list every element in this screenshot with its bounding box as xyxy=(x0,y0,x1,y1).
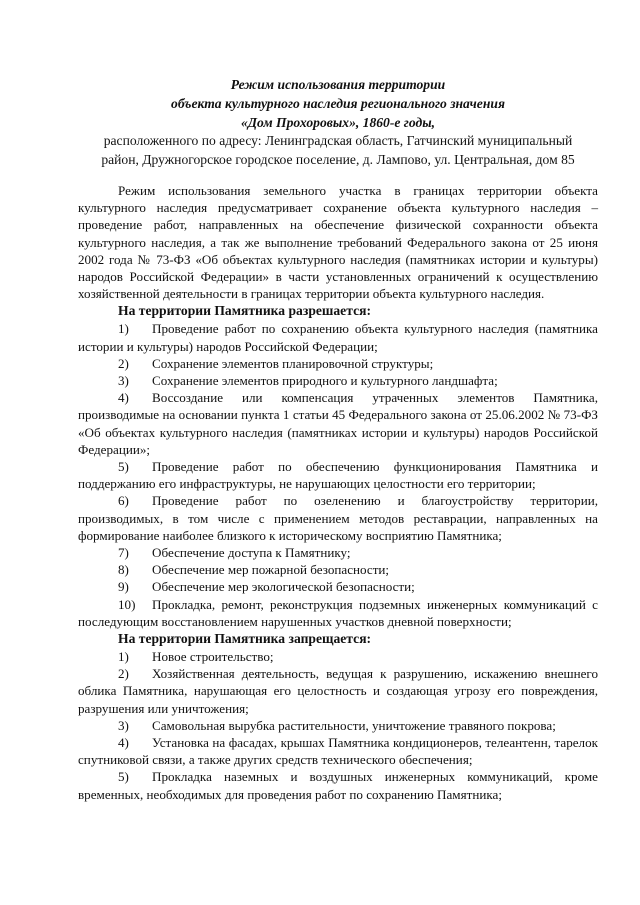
allowed-heading: На территории Памятника разрешается: xyxy=(118,303,371,319)
list-item-number: 4) xyxy=(118,390,129,406)
intro-paragraph: Режим использования земельного участка в границах территории объекта культурного наследия предусматривает сохранение объекта культурного наследия – проведение работ, направленных на обеспечение физической сохранности объекта культурного наследия, а так же выполнение требований Федерального закона от 25 июня 2002 года № 73-ФЗ «Об объектах культурного наследия (памятниках истории и культуры) народов Российской Федерации» в части установленных ограничений к осуществлению хозяйственной деятельности в границах территории объекта культурного наследия. xyxy=(78,182,598,302)
list-item-text: Хозяйственная деятельность, ведущая к разрушению, искажению внешнего облика Памятника, нарушающая его целостность и создающая угрозу его повреждения, разрушения или уничтожения; xyxy=(78,666,598,716)
list-item-number: 1) xyxy=(118,321,129,337)
list-item-text: Обеспечение мер пожарной безопасности; xyxy=(152,562,390,578)
list-item-number: 2) xyxy=(118,666,129,682)
forbidden-heading: На территории Памятника запрещается: xyxy=(118,631,372,647)
list-item-number: 9) xyxy=(118,579,129,595)
list-item-text: Самовольная вырубка растительности, уничтожение травяного покрова; xyxy=(152,717,556,733)
title-line-2: объекта культурного наследия регионального значения xyxy=(171,95,505,111)
list-item xyxy=(78,734,598,768)
spacer xyxy=(78,170,598,182)
list-item xyxy=(78,320,598,354)
list-item xyxy=(78,544,598,561)
list-item xyxy=(78,492,598,544)
list-item-text: Новое строительство; xyxy=(152,649,274,665)
list-item-number: 4) xyxy=(118,735,129,751)
list-item-number: 6) xyxy=(118,493,129,509)
list-item-text: Прокладка, ремонт, реконструкция подземных инженерных коммуникаций с последующим восстановлением нарушенных участков дневной поверхности; xyxy=(78,596,598,629)
list-item-number: 10) xyxy=(118,596,136,612)
list-item xyxy=(78,648,598,665)
allowed-list xyxy=(78,320,598,630)
address-line-2: район, Дружногорское городское поселение, д. Лампово, ул. Центральная, дом 85 xyxy=(101,152,575,168)
list-item-text: Обеспечение доступа к Памятнику; xyxy=(152,545,351,561)
list-item-text: Проведение работ по озеленению и благоустройству территории, производимых, в том числе с применением методов реставрации, направленных на формирование наиболее близкого к историческому восприятию Памятника; xyxy=(78,493,598,543)
list-item-text: Сохранение элементов природного и культурного ландшафта; xyxy=(152,373,498,389)
list-item-number: 1) xyxy=(118,649,129,665)
list-item-number: 5) xyxy=(118,459,129,475)
list-item-text: Установка на фасадах, крышах Памятника кондиционеров, телеантенн, тарелок спутниковой связи, а также других средств технического обеспечения; xyxy=(78,735,598,768)
list-item-text: Сохранение элементов планировочной структуры; xyxy=(152,355,434,371)
list-item xyxy=(78,458,598,492)
list-item-text: Проведение работ по сохранению объекта культурного наследия (памятника истории и культуры) народов Российской Федерации; xyxy=(78,321,598,354)
list-item-number: 3) xyxy=(118,373,129,389)
list-item xyxy=(78,355,598,372)
list-item xyxy=(78,578,598,595)
list-item xyxy=(78,372,598,389)
list-item-text: Проведение работ по обеспечению функционирования Памятника и поддержанию его инфраструктуры, не нарушающих целостности его территории; xyxy=(78,459,598,492)
forbidden-list xyxy=(78,648,598,803)
list-item xyxy=(78,768,598,802)
list-item xyxy=(78,717,598,734)
list-item xyxy=(78,389,598,458)
list-item xyxy=(78,596,598,630)
list-item-text: Воссоздание или компенсация утраченных элементов Памятника, производимые на основании пункта 1 статьи 45 Федерального закона от 25.06.2002 № 73-ФЗ «Об объектах культурного наследия (памятниках истории и культуры) народов Российской Федерации»; xyxy=(78,390,598,457)
list-item-number: 8) xyxy=(118,562,129,578)
list-item-number: 7) xyxy=(118,545,129,561)
list-item xyxy=(78,561,598,578)
title-line-1: Режим использования территории xyxy=(230,77,446,92)
list-item-number: 3) xyxy=(118,717,129,733)
list-item-text: Обеспечение мер экологической безопасности; xyxy=(152,579,415,595)
title-line-3: «Дом Прохоровых», 1860-е годы, xyxy=(240,114,436,130)
list-item-number: 2) xyxy=(118,355,129,371)
address-line-1: расположенного по адресу: Ленинградская область, Гатчинский муниципальный xyxy=(103,133,573,149)
list-item-number: 5) xyxy=(118,769,129,785)
document-page xyxy=(78,76,598,803)
list-item xyxy=(78,665,598,717)
list-item-text: Прокладка наземных и воздушных инженерных коммуникаций, кроме временных, необходимых для проведения работ по сохранению Памятника; xyxy=(78,769,598,802)
